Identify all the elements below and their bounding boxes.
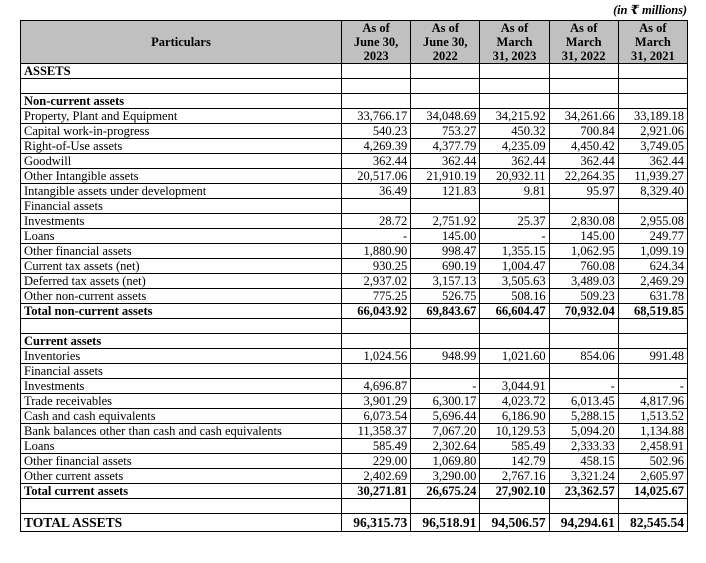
table-row — [21, 169, 688, 184]
row-value: 1,355.15 — [480, 244, 549, 259]
row-value: 23,362.57 — [549, 484, 618, 499]
table-row — [21, 259, 688, 274]
row-value: 585.49 — [480, 439, 549, 454]
row-value: 362.44 — [618, 154, 687, 169]
row-value: 142.79 — [480, 454, 549, 469]
row-value: 36.49 — [342, 184, 411, 199]
units-note: (in ₹ millions) — [613, 3, 687, 17]
row-label — [21, 499, 342, 514]
row-label: Other Intangible assets — [21, 169, 342, 184]
row-value: 25.37 — [480, 214, 549, 229]
row-value: 540.23 — [342, 124, 411, 139]
row-value: 145.00 — [549, 229, 618, 244]
row-value: 27,902.10 — [480, 484, 549, 499]
header-row — [21, 21, 688, 64]
column-header-line: 2023 — [363, 49, 389, 63]
row-value: 4,377.79 — [411, 139, 480, 154]
row-label — [21, 319, 342, 334]
table-row — [21, 439, 688, 454]
row-value: 8,329.40 — [618, 184, 687, 199]
row-value — [411, 364, 480, 379]
row-label: Other current assets — [21, 469, 342, 484]
row-value: 22,264.35 — [549, 169, 618, 184]
row-label: Investments — [21, 379, 342, 394]
table-row — [21, 334, 688, 349]
row-value: 930.25 — [342, 259, 411, 274]
row-value: 2,402.69 — [342, 469, 411, 484]
row-value: 1,099.19 — [618, 244, 687, 259]
row-value: 34,261.66 — [549, 109, 618, 124]
table-row — [21, 514, 688, 532]
row-label: Property, Plant and Equipment — [21, 109, 342, 124]
row-value — [480, 319, 549, 334]
row-value: 585.49 — [342, 439, 411, 454]
row-value: 34,048.69 — [411, 109, 480, 124]
row-label: ASSETS — [21, 64, 342, 79]
table-body — [21, 64, 688, 532]
row-value — [480, 199, 549, 214]
row-value — [411, 199, 480, 214]
row-value: 1,069.80 — [411, 454, 480, 469]
row-value — [411, 334, 480, 349]
row-label: Loans — [21, 439, 342, 454]
row-value: 362.44 — [480, 154, 549, 169]
row-value: 96,315.73 — [342, 514, 411, 532]
table-row — [21, 394, 688, 409]
row-value: 760.08 — [549, 259, 618, 274]
table-row — [21, 64, 688, 79]
row-value: 3,489.03 — [549, 274, 618, 289]
row-value — [342, 199, 411, 214]
row-value — [618, 319, 687, 334]
row-value: 14,025.67 — [618, 484, 687, 499]
row-value: 998.47 — [411, 244, 480, 259]
row-value: 66,604.47 — [480, 304, 549, 319]
row-value: 20,932.11 — [480, 169, 549, 184]
row-value: 2,955.08 — [618, 214, 687, 229]
column-header-lines — [553, 21, 615, 63]
row-value: 94,294.61 — [549, 514, 618, 532]
row-value: 249.77 — [618, 229, 687, 244]
row-label: Capital work-in-progress — [21, 124, 342, 139]
row-value: 33,189.18 — [618, 109, 687, 124]
row-value: 4,696.87 — [342, 379, 411, 394]
column-header-mar31_2022 — [549, 21, 618, 64]
row-value: 2,751.92 — [411, 214, 480, 229]
row-value: 4,235.09 — [480, 139, 549, 154]
table-row — [21, 214, 688, 229]
row-value: 1,004.47 — [480, 259, 549, 274]
row-value — [549, 79, 618, 94]
table-row — [21, 484, 688, 499]
column-header-lines — [414, 21, 476, 63]
row-value: 624.34 — [618, 259, 687, 274]
row-value: 10,129.53 — [480, 424, 549, 439]
row-value — [480, 334, 549, 349]
row-value: 20,517.06 — [342, 169, 411, 184]
row-value — [618, 334, 687, 349]
row-label: Other financial assets — [21, 454, 342, 469]
row-value: 5,288.15 — [549, 409, 618, 424]
column-header-line: March — [565, 35, 602, 49]
row-value — [618, 64, 687, 79]
row-value: 3,749.05 — [618, 139, 687, 154]
row-value: 26,675.24 — [411, 484, 480, 499]
row-value: 5,094.20 — [549, 424, 618, 439]
row-label: Deferred tax assets (net) — [21, 274, 342, 289]
column-header-mar31_2023 — [480, 21, 549, 64]
row-value: 9.81 — [480, 184, 549, 199]
row-value: 229.00 — [342, 454, 411, 469]
column-header-line: March — [634, 35, 671, 49]
row-value: 4,023.72 — [480, 394, 549, 409]
row-value: 1,024.56 — [342, 349, 411, 364]
row-value: 66,043.92 — [342, 304, 411, 319]
row-value: 450.32 — [480, 124, 549, 139]
table-row — [21, 244, 688, 259]
assets-table — [20, 20, 688, 532]
row-value: 6,300.17 — [411, 394, 480, 409]
row-label: Trade receivables — [21, 394, 342, 409]
column-header-line: Particulars — [151, 35, 211, 49]
row-value: 991.48 — [618, 349, 687, 364]
row-value: 362.44 — [549, 154, 618, 169]
row-value: 700.84 — [549, 124, 618, 139]
row-value: 3,321.24 — [549, 469, 618, 484]
row-value: 34,215.92 — [480, 109, 549, 124]
row-value: 690.19 — [411, 259, 480, 274]
row-value: 854.06 — [549, 349, 618, 364]
row-value — [618, 79, 687, 94]
row-value: 2,921.06 — [618, 124, 687, 139]
column-header-jun30_2023 — [342, 21, 411, 64]
row-value — [549, 199, 618, 214]
row-value: 509.23 — [549, 289, 618, 304]
row-value: 6,186.90 — [480, 409, 549, 424]
row-label: Financial assets — [21, 364, 342, 379]
table-row — [21, 304, 688, 319]
row-value: 948.99 — [411, 349, 480, 364]
row-value: 33,766.17 — [342, 109, 411, 124]
column-header-lines — [483, 21, 545, 63]
row-value — [480, 64, 549, 79]
table-row — [21, 349, 688, 364]
row-value: - — [549, 379, 618, 394]
row-label — [21, 79, 342, 94]
row-label: Inventories — [21, 349, 342, 364]
row-value: 94,506.57 — [480, 514, 549, 532]
row-label: Right-of-Use assets — [21, 139, 342, 154]
row-value: 3,505.63 — [480, 274, 549, 289]
row-value: 502.96 — [618, 454, 687, 469]
column-header-lines — [622, 21, 684, 63]
row-value — [549, 334, 618, 349]
table-row — [21, 199, 688, 214]
row-value: 2,937.02 — [342, 274, 411, 289]
row-value: 3,157.13 — [411, 274, 480, 289]
row-label: Total non-current assets — [21, 304, 342, 319]
column-header-particulars — [21, 21, 342, 64]
table-row — [21, 469, 688, 484]
table-row — [21, 109, 688, 124]
row-value: 11,358.37 — [342, 424, 411, 439]
row-label: Other financial assets — [21, 244, 342, 259]
row-value — [342, 319, 411, 334]
row-value: 631.78 — [618, 289, 687, 304]
row-value — [480, 79, 549, 94]
row-label: Total current assets — [21, 484, 342, 499]
row-value — [549, 64, 618, 79]
row-value: 458.15 — [549, 454, 618, 469]
column-header-line: June 30, — [423, 35, 468, 49]
row-value: 2,469.29 — [618, 274, 687, 289]
table-row — [21, 274, 688, 289]
row-value — [549, 94, 618, 109]
table-row — [21, 379, 688, 394]
table-row — [21, 124, 688, 139]
row-value — [342, 499, 411, 514]
table-row — [21, 319, 688, 334]
row-value: - — [480, 229, 549, 244]
row-value: 2,458.91 — [618, 439, 687, 454]
row-value: 4,269.39 — [342, 139, 411, 154]
row-label: Bank balances other than cash and cash equivalents — [21, 424, 342, 439]
column-header-lines — [24, 35, 338, 49]
table-row — [21, 154, 688, 169]
row-value: 2,767.16 — [480, 469, 549, 484]
row-value — [480, 94, 549, 109]
row-value: 3,901.29 — [342, 394, 411, 409]
row-value: 121.83 — [411, 184, 480, 199]
row-value — [411, 319, 480, 334]
column-header-jun30_2022 — [411, 21, 480, 64]
row-value — [549, 499, 618, 514]
row-value: 362.44 — [411, 154, 480, 169]
column-header-line: June 30, — [353, 35, 399, 49]
row-value: 4,450.42 — [549, 139, 618, 154]
row-value — [618, 364, 687, 379]
row-value: 6,073.54 — [342, 409, 411, 424]
row-value: 1,880.90 — [342, 244, 411, 259]
row-label: Other non-current assets — [21, 289, 342, 304]
row-value: 6,013.45 — [549, 394, 618, 409]
row-value — [411, 79, 480, 94]
row-value: 1,513.52 — [618, 409, 687, 424]
table-row — [21, 94, 688, 109]
row-value — [549, 364, 618, 379]
table-row — [21, 184, 688, 199]
row-value: 362.44 — [342, 154, 411, 169]
row-label: Non-current assets — [21, 94, 342, 109]
row-value: 69,843.67 — [411, 304, 480, 319]
row-label: Goodwill — [21, 154, 342, 169]
table-row — [21, 289, 688, 304]
column-header-line: As of — [639, 21, 667, 35]
row-value: 2,830.08 — [549, 214, 618, 229]
row-value: 70,932.04 — [549, 304, 618, 319]
column-header-line: March — [496, 35, 533, 49]
column-header-line: As of — [500, 21, 529, 35]
row-value: 3,044.91 — [480, 379, 549, 394]
table-header — [21, 21, 688, 64]
row-value: 753.27 — [411, 124, 480, 139]
row-label: Current tax assets (net) — [21, 259, 342, 274]
row-value: 145.00 — [411, 229, 480, 244]
row-value: 4,817.96 — [618, 394, 687, 409]
table-row — [21, 424, 688, 439]
row-value — [342, 334, 411, 349]
column-header-lines — [345, 21, 407, 63]
row-value: 1,134.88 — [618, 424, 687, 439]
row-value — [618, 499, 687, 514]
row-value: 7,067.20 — [411, 424, 480, 439]
column-header-line: As of — [569, 21, 598, 35]
column-header-line: As of — [431, 21, 459, 35]
table-row — [21, 454, 688, 469]
row-value — [480, 499, 549, 514]
row-value: 2,333.33 — [549, 439, 618, 454]
row-value: 11,939.27 — [618, 169, 687, 184]
column-header-line: 31, 2022 — [561, 49, 606, 63]
row-value: 3,290.00 — [411, 469, 480, 484]
row-value — [342, 79, 411, 94]
row-label: TOTAL ASSETS — [21, 514, 342, 532]
row-value: 1,021.60 — [480, 349, 549, 364]
row-value: 775.25 — [342, 289, 411, 304]
row-value: - — [342, 229, 411, 244]
column-header-line: 2022 — [432, 49, 458, 63]
table-row — [21, 499, 688, 514]
row-value: 2,302.64 — [411, 439, 480, 454]
row-value — [618, 199, 687, 214]
column-header-line: 31, 2023 — [492, 49, 537, 63]
row-value — [480, 364, 549, 379]
row-label: Financial assets — [21, 199, 342, 214]
row-value — [411, 94, 480, 109]
row-label: Investments — [21, 214, 342, 229]
row-label: Current assets — [21, 334, 342, 349]
row-value: 21,910.19 — [411, 169, 480, 184]
row-label: Cash and cash equivalents — [21, 409, 342, 424]
row-value: 82,545.54 — [618, 514, 687, 532]
row-label: Intangible assets under development — [21, 184, 342, 199]
table-row — [21, 229, 688, 244]
row-value: 5,696.44 — [411, 409, 480, 424]
column-header-line: 31, 2021 — [630, 49, 675, 63]
table-row — [21, 409, 688, 424]
row-value: 2,605.97 — [618, 469, 687, 484]
row-value — [342, 94, 411, 109]
row-value: - — [411, 379, 480, 394]
table-row — [21, 79, 688, 94]
row-value — [411, 499, 480, 514]
row-value: 95.97 — [549, 184, 618, 199]
row-value — [342, 364, 411, 379]
row-value — [411, 64, 480, 79]
row-value: 28.72 — [342, 214, 411, 229]
column-header-mar31_2021 — [618, 21, 687, 64]
table-row — [21, 364, 688, 379]
row-value — [549, 319, 618, 334]
row-value: 30,271.81 — [342, 484, 411, 499]
column-header-line: As of — [362, 21, 390, 35]
row-value: 96,518.91 — [411, 514, 480, 532]
row-value: 68,519.85 — [618, 304, 687, 319]
row-value: 508.16 — [480, 289, 549, 304]
row-value: - — [618, 379, 687, 394]
row-value: 526.75 — [411, 289, 480, 304]
row-value — [618, 94, 687, 109]
row-value — [342, 64, 411, 79]
row-value: 1,062.95 — [549, 244, 618, 259]
row-label: Loans — [21, 229, 342, 244]
table-row — [21, 139, 688, 154]
